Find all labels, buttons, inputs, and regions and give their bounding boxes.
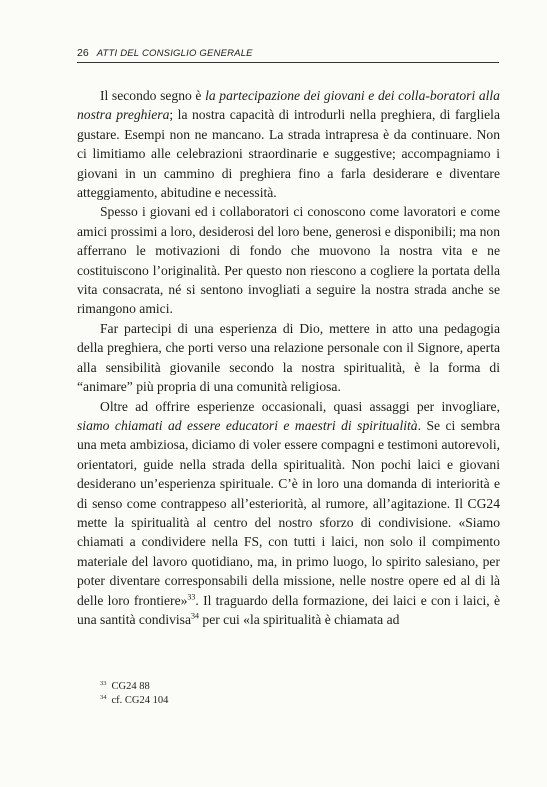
paragraph-4-text: Oltre ad offrire esperienze occasionali, quasi assaggi per invogliare, [100,398,500,414]
paragraph-4-text-cont: . Il traguardo della formazione, dei laici e con i laici, è una santità condivisa [77,592,500,627]
running-header [77,47,499,59]
paragraph-3: Far partecipi di una esperienza di Dio, mettere in atto una pedagogia della preghiera, che porti verso una relazione personale con il Signore, aperta alla sensibilità giovanile secondo la nostra spiritualità, è la forma di “animare” più propria di una comunità religiosa. [77,320,500,395]
paragraph-1-emphasis: la partecipazione dei giovani e dei colla-boratori alla nostra preghiera [77,88,500,123]
footnote-text: CG24 88 [111,681,150,692]
paragraph-4-emphasis: siamo chiamati ad essere educatori e maestri di spiritualità [77,417,418,433]
paragraph-1-text: Il secondo segno è [100,88,206,103]
running-title: ATTI DEL CONSIGLIO GENERALE [96,48,253,59]
footnote-33 [100,680,168,694]
paragraph-2: Spesso i giovani ed i collaboratori ci conoscono come lavoratori e come amici prossimi a loro, desiderosi del loro bene, generosi e disponibili; ma non afferrano le motivazioni di fondo che muovono la nostra vita e ne costituiscono l’originalità. Per questo non riescono a cogliere la portata della vita consacrata, né si sentono invogliati a seguire la nostra strada anche se rimangono amici. [77,204,500,317]
footnote-number: 34 [100,693,107,701]
footnote-34 [100,694,168,708]
page-number: 26 [77,47,89,59]
paragraph-4 [77,397,500,630]
paragraph-4-text-mid: . Se ci sembra una meta ambiziosa, diciamo di voler essere compagni e testimoni autorevoli, orientatori, guide nella strada della spiritualità. Non pochi laici e giovani desiderano un’esperienza spirituale. C’è in loro una domanda di interiorità e di senso come contrappeso all’esteriorità, al rumore, all’agitazione. Il CG24 mette la spiritualità al centro del nostro sforzo di condivisione. «Siamo chiamati a condividere nella FS, con tutti i laici, non solo il compimento materiale del lavoro quotidiano, ma, in primo luogo, lo spirito salesiano, per poter diventare corresponsabili della missione, nelle nostre opere ed al di là delle loro frontiere» [77,417,500,608]
header-rule [77,62,499,63]
paragraph-1-text-end: ; la nostra capacità di introdurli nella preghiera, di fargliela gustare. Esempi non ne mancano. La strada intrapresa è da continuare. Non ci limitiamo alle celebrazioni straordinarie e suggestive; accompagniamo i giovani in un cammino di preghiera fino a farla desiderare e diventare atteggiamento, abitudine e necessità. [77,107,500,201]
paragraph-1 [77,86,500,202]
footnote-text: cf. CG24 104 [111,695,169,706]
footnote-ref-34[interactable]: 34 [191,611,200,621]
footnotes [100,680,168,708]
footnote-number: 33 [100,679,107,687]
paragraph-4-text-end: per cui «la spiritualità è chiamata ad [199,611,400,627]
body-text [77,86,500,629]
footnote-ref-33[interactable]: 33 [187,592,196,602]
